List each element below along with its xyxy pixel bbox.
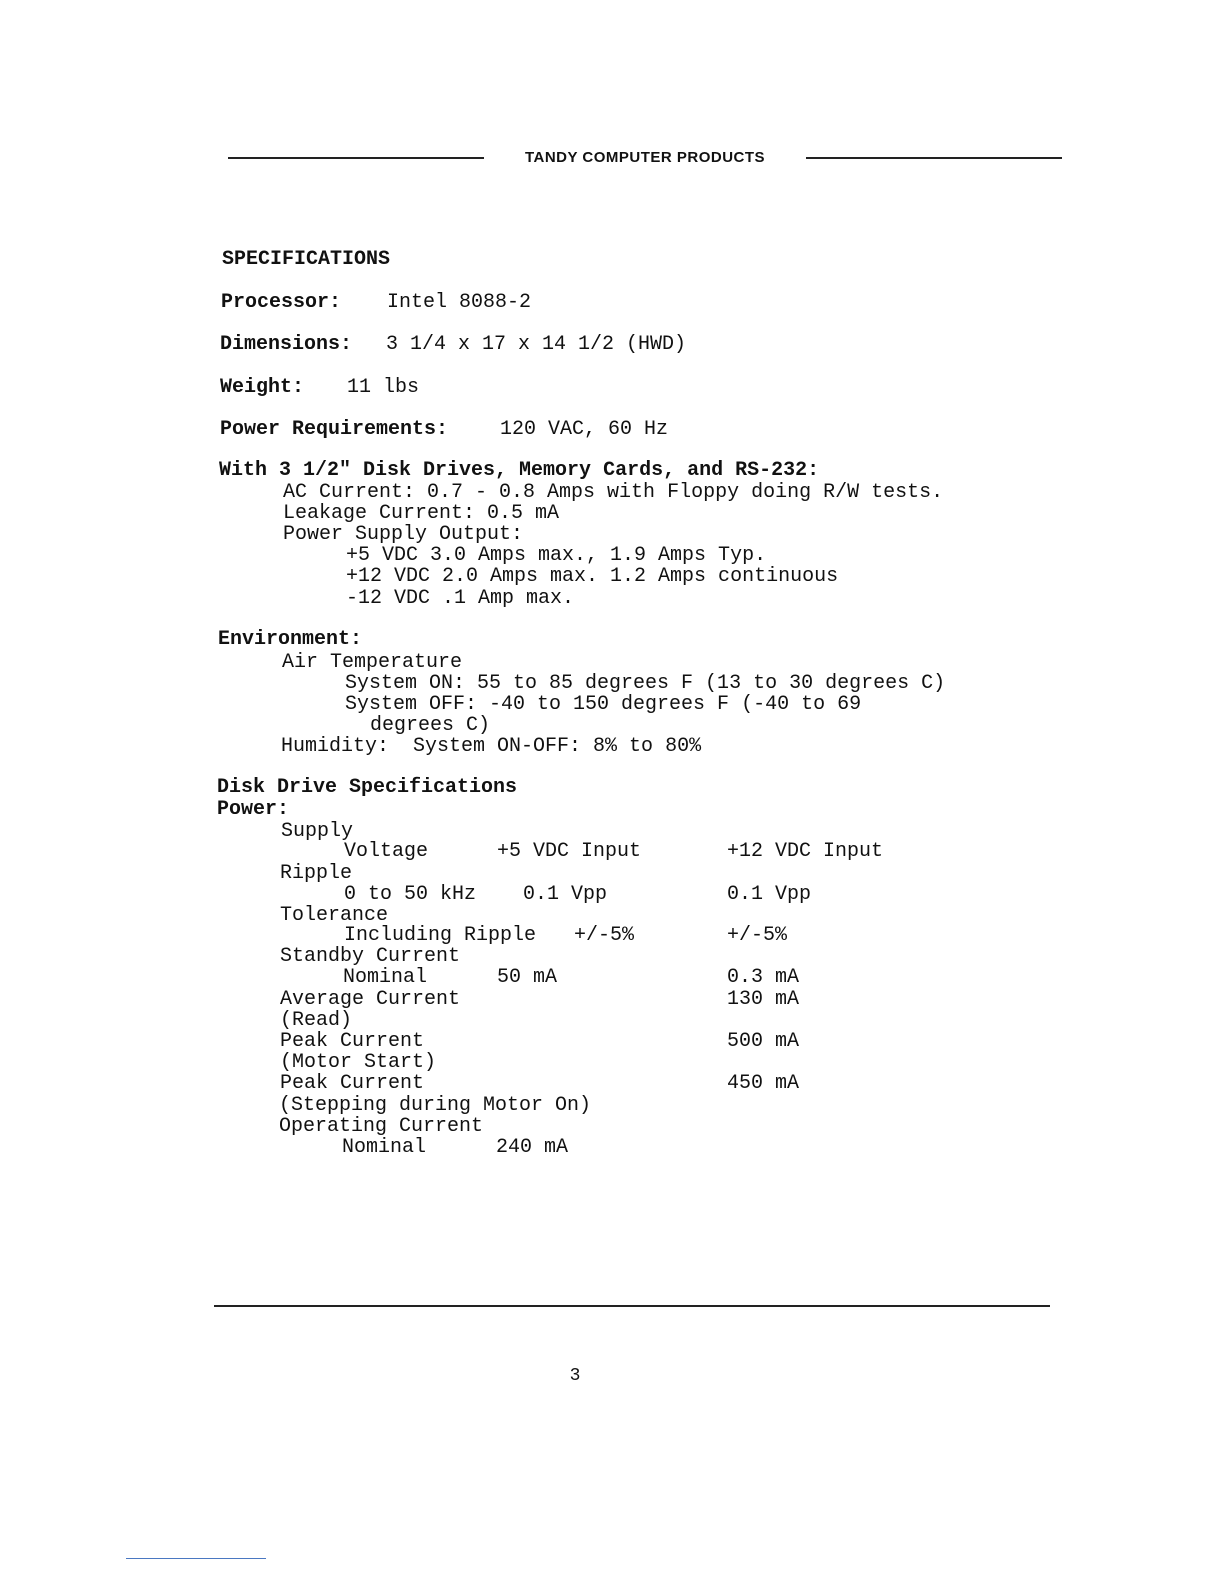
psu-output-line: +12 VDC 2.0 Amps max. 1.2 Amps continuous <box>346 565 839 588</box>
weight-value: 11 lbs <box>347 376 420 399</box>
tolerance-label: Tolerance <box>280 904 389 927</box>
operating-current-label: Operating Current <box>279 1115 484 1138</box>
header-title: TANDY COMPUTER PRODUCTS <box>524 149 766 166</box>
leakage-current-line: Leakage Current: 0.5 mA <box>283 502 560 525</box>
peak-current-12vdc: 500 mA <box>727 1030 800 1053</box>
peak-current-sub: (Stepping during Motor On) <box>279 1094 592 1117</box>
disk-power-label: Power: <box>217 798 290 821</box>
air-temperature-label: Air Temperature <box>282 651 463 674</box>
system-off-line: System OFF: -40 to 150 degrees F (-40 to 69 <box>345 693 862 716</box>
processor-value: Intel 8088-2 <box>387 291 532 314</box>
tolerance-5vdc: +/-5% <box>574 924 635 947</box>
operating-5vdc: 240 mA <box>496 1136 569 1159</box>
environment-heading: Environment: <box>218 628 363 651</box>
dimensions-value: 3 1/4 x 17 x 14 1/2 (HWD) <box>386 333 687 356</box>
power-requirements-label: Power Requirements: <box>220 418 449 441</box>
ripple-12vdc: 0.1 Vpp <box>727 883 812 906</box>
ripple-5vdc: 0.1 Vpp <box>523 883 608 906</box>
peak-current-sub: (Motor Start) <box>280 1051 437 1074</box>
power-supply-output-heading: Power Supply Output: <box>283 523 524 546</box>
disk-drive-specifications-heading: Disk Drive Specifications <box>217 776 518 799</box>
dimensions-label: Dimensions: <box>220 333 353 356</box>
page-number: 3 <box>569 1366 581 1386</box>
voltage-label: Voltage <box>344 840 429 863</box>
scan-edge-line <box>126 1558 266 1559</box>
ripple-range-label: 0 to 50 kHz <box>344 883 477 906</box>
system-off-continuation: degrees C) <box>370 714 491 737</box>
page-header <box>228 148 1062 168</box>
weight-label: Weight: <box>220 376 305 399</box>
tolerance-12vdc: +/-5% <box>727 924 788 947</box>
standby-5vdc: 50 mA <box>497 966 558 989</box>
psu-output-line: -12 VDC .1 Amp max. <box>346 587 575 610</box>
ripple-label: Ripple <box>280 862 353 885</box>
psu-output-line: +5 VDC 3.0 Amps max., 1.9 Amps Typ. <box>346 544 767 567</box>
processor-label: Processor: <box>221 291 342 314</box>
peak-current-label: Peak Current <box>280 1072 425 1095</box>
average-current-label: Average Current <box>280 988 461 1011</box>
operating-nominal-label: Nominal <box>342 1136 427 1159</box>
disk-drives-heading: With 3 1/2" Disk Drives, Memory Cards, and RS-232: <box>219 459 820 482</box>
average-current-12vdc: 130 mA <box>727 988 800 1011</box>
peak-current-12vdc: 450 mA <box>727 1072 800 1095</box>
average-current-sub: (Read) <box>280 1009 353 1032</box>
specifications-heading: SPECIFICATIONS <box>222 248 391 271</box>
humidity-line: Humidity: System ON-OFF: 8% to 80% <box>281 735 702 758</box>
voltage-5vdc: +5 VDC Input <box>497 840 642 863</box>
peak-current-label: Peak Current <box>280 1030 425 1053</box>
voltage-12vdc: +12 VDC Input <box>727 840 884 863</box>
standby-current-label: Standby Current <box>280 945 461 968</box>
header-rule-left <box>228 157 484 159</box>
system-on-line: System ON: 55 to 85 degrees F (13 to 30 degrees C) <box>345 672 946 695</box>
standby-12vdc: 0.3 mA <box>727 966 800 989</box>
ac-current-line: AC Current: 0.7 - 0.8 Amps with Floppy doing R/W tests. <box>283 481 944 504</box>
including-ripple-label: Including Ripple <box>344 924 537 947</box>
supply-label: Supply <box>281 820 354 843</box>
standby-nominal-label: Nominal <box>343 966 428 989</box>
footer-rule <box>214 1305 1050 1307</box>
power-requirements-value: 120 VAC, 60 Hz <box>500 418 669 441</box>
header-rule-right <box>806 157 1062 159</box>
